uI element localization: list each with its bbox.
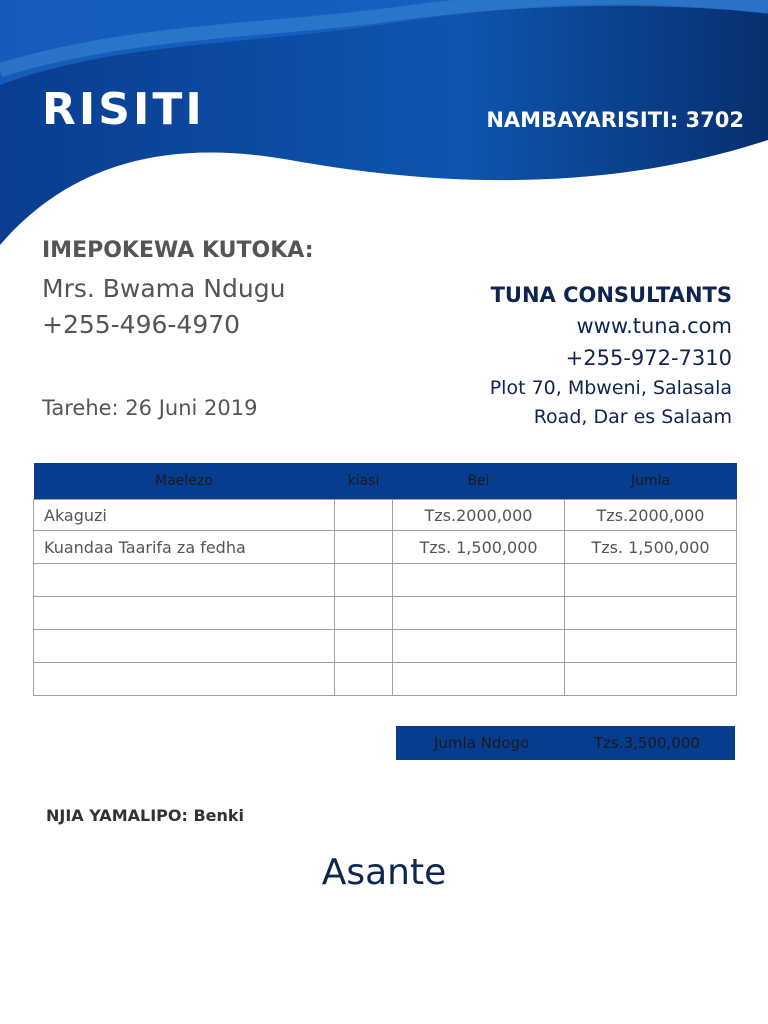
quantity-cell	[335, 531, 393, 564]
description-cell	[34, 564, 335, 597]
total-cell: Tzs. 1,500,000	[565, 531, 737, 564]
receipt-number: NAMBAYARISITI: 3702	[486, 108, 744, 132]
quantity-cell	[335, 597, 393, 630]
price-cell	[393, 663, 565, 696]
thank-you-message: Asante	[321, 852, 447, 893]
table-row	[34, 663, 737, 696]
payment-method: NJIA YAMALIPO: Benki	[46, 806, 244, 825]
table-row	[34, 531, 737, 564]
table-row	[34, 564, 737, 597]
quantity-cell	[335, 663, 393, 696]
description-cell	[34, 663, 335, 696]
total-cell	[565, 564, 737, 597]
table-header-row	[34, 463, 737, 500]
receipt-title: RISITI	[42, 84, 205, 135]
company-phone: +255-972-7310	[565, 346, 732, 370]
table-row	[34, 500, 737, 531]
total-cell	[565, 597, 737, 630]
quantity-cell	[335, 564, 393, 597]
price-cell	[393, 597, 565, 630]
company-address-line1: Plot 70, Mbweni, Salasala	[489, 377, 732, 399]
customer-name: Mrs. Bwama Ndugu	[42, 274, 286, 303]
subtotal-bar	[396, 726, 735, 760]
received-from-heading: IMEPOKEWA KUTOKA:	[42, 238, 314, 263]
company-name: TUNA CONSULTANTS	[490, 283, 732, 307]
description-cell: Kuandaa Taarifa za fedha	[34, 531, 335, 564]
description-cell	[34, 597, 335, 630]
table-row	[34, 597, 737, 630]
column-header-quantity: kiasi	[335, 463, 393, 500]
column-header-price: Bei	[393, 463, 565, 500]
quantity-cell	[335, 630, 393, 663]
total-cell	[565, 630, 737, 663]
price-cell: Tzs.2000,000	[393, 500, 565, 531]
price-cell	[393, 564, 565, 597]
customer-phone: +255-496-4970	[42, 310, 241, 339]
table-row	[34, 630, 737, 663]
company-website: www.tuna.com	[576, 314, 732, 338]
total-cell: Tzs.2000,000	[565, 500, 737, 531]
price-cell	[393, 630, 565, 663]
receipt-date: Tarehe: 26 Juni 2019	[42, 396, 258, 420]
price-cell: Tzs. 1,500,000	[393, 531, 565, 564]
subtotal-value: Tzs.3,500,000	[594, 734, 700, 752]
total-cell	[565, 663, 737, 696]
column-header-total: Jumla	[565, 463, 737, 500]
subtotal-label: Jumla Ndogo	[434, 734, 530, 752]
company-info	[490, 280, 732, 432]
quantity-cell	[335, 500, 393, 531]
company-address-line2: Road, Dar es Salaam	[533, 406, 732, 428]
description-cell: Akaguzi	[34, 500, 335, 531]
column-header-description: Maelezo	[34, 463, 335, 500]
description-cell	[34, 630, 335, 663]
items-table	[33, 463, 737, 696]
